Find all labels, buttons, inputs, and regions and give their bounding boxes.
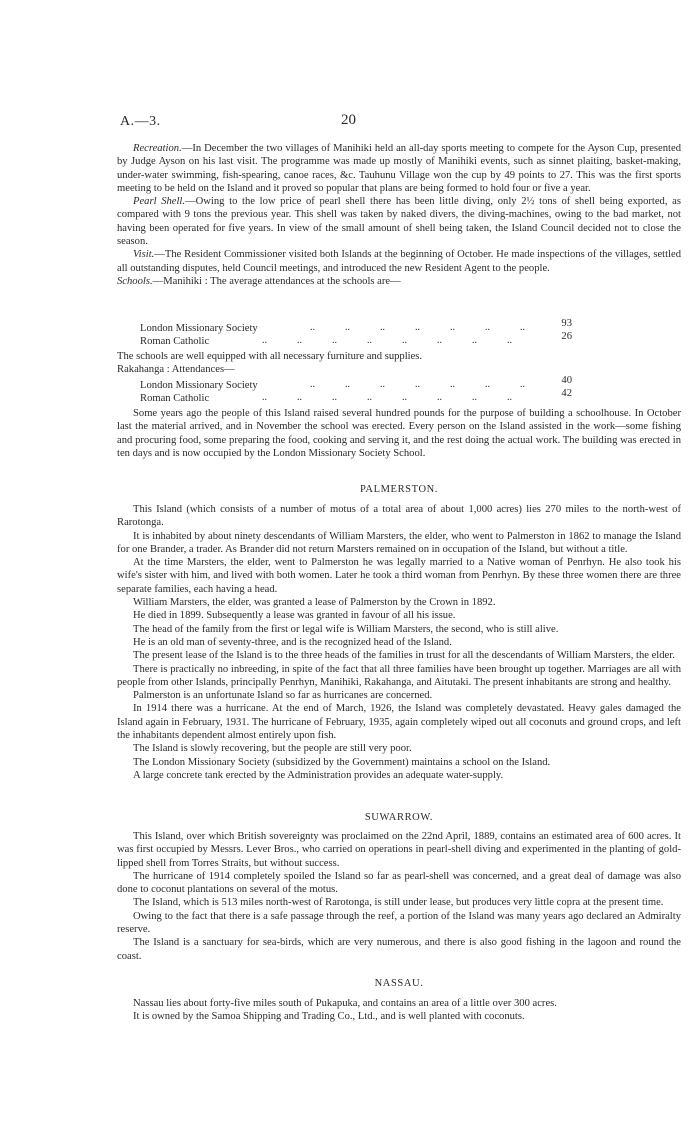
suwarrow-paragraph: This Island, over which British sovereignty was proclaimed on the 22nd April, 1889, contains an estimated area of 600 acres. It was first occupied by Messrs. Lever Bros., who carried on operations in pearl-shell diving and experimented in the planting of gold-lipped shell from Torres Straits, but without success. (117, 831, 681, 869)
schoolhouse-paragraph: Some years ago the people of this Island raised several hundred pounds for the purpose of building a schoolhouse. In October last the material arrived, and in November the school was erected. Every person on the Island assisted in the work—some fishing and procuring food, some preparing the food, cooking and serving it, and the rest doing the actual work. The building was erected in ten days and is now occupied by the London Missionary Society School. (117, 408, 681, 459)
nassau-section (117, 997, 681, 1024)
palmerston-paragraph: He is an old man of seventy-three, and is the recognized head of the Island. (133, 636, 452, 648)
schools-intro (117, 275, 681, 288)
pearl-shell-label: Pearl Shell. (133, 196, 186, 208)
suwarrow-paragraph: The Island, which is 513 miles north-west of Rarotonga, is still under lease, but produces very little copra at the present time. (133, 897, 664, 909)
visit-paragraph (117, 248, 681, 275)
dot-leader: .. .. .. .. .. .. .. (310, 322, 525, 333)
palmerston-paragraph: There is practically no inbreeding, in spite of the fact that all three families have been brought up together. Marriages are all with people from other Islands, principally Penrhyn, Manihiki, Rakahanga, and Aitutaki. The present inhabitants are strong and healthy. (117, 663, 681, 688)
palmerston-paragraph: A large concrete tank erected by the Administration provides an adequate water-supply. (133, 769, 504, 781)
attendance-row-name: Roman Catholic (140, 336, 210, 347)
visit-label: Visit. (133, 249, 155, 261)
palmerston-paragraph: In 1914 there was a hurricane. At the end of March, 1926, the Island was completely devastated. Heavy gales damaged the Island again in February, 1931. The hurricane of February, 1935, again completely wiped out all coconuts and ground crops, and left the inhabitants dependent almost entirely upon fish. (117, 703, 681, 742)
palmerston-paragraph: Palmerston is an unfortunate Island so far as hurricanes are concerned. (133, 690, 433, 702)
dot-leader: .. .. .. .. .. .. .. (310, 379, 525, 390)
suwarrow-paragraph: The hurricane of 1914 completely spoiled the Island so far as pearl-shell was concerned, and a great deal of damage was also done to coconut plantations on several of the motus. (117, 870, 681, 896)
visit-text: —The Resident Commissioner visited both Islands at the beginning of October. He made inspections of the villages, settled all outstanding disputes, held Council meetings, and introduced the new Resident Agent to the people. (117, 249, 681, 274)
attendance-value: 40 (561, 375, 572, 386)
nassau-heading: NASSAU. (374, 978, 424, 989)
palmerston-paragraph: The head of the family from the first or legal wife is William Marsters, the second, who is still alive. (133, 623, 559, 635)
palmerston-paragraph: The Island is slowly recovering, but the people are still very poor. (133, 743, 412, 755)
suwarrow-section (117, 830, 681, 963)
palmerston-paragraph: At the time Marsters, the elder, went to Palmerston he was legally married to a Native woman of Penrhyn. He also took his wife's sister with him, and lived with both women. Later he took a third woman from Penrhyn. By these three women there are three separate families, each having a head. (117, 557, 681, 595)
palmerston-paragraph: The London Missionary Society (subsidized by the Government) maintains a school on the Island. (133, 756, 551, 768)
nassau-paragraph: Nassau lies about forty-five miles south of Pukapuka, and contains an area of a little over 300 acres. (133, 998, 557, 1009)
dot-leader: .. .. .. .. .. .. .. .. (262, 335, 512, 346)
palmerston-paragraph: The present lease of the Island is to the three heads of the families in trust for all the descendants of William Marsters, the elder. (133, 650, 675, 662)
schoolhouse-section (117, 407, 681, 460)
document-reference: A.—3. (120, 114, 161, 129)
palmerston-paragraph: He died in 1899. Subsequently a lease was granted in favour of all his issue. (133, 610, 456, 622)
schools-label: Schools. (117, 275, 153, 287)
palmerston-heading: PALMERSTON. (359, 484, 439, 495)
suwarrow-paragraph: The Island is a sanctuary for sea-birds, which are very numerous, and there is also good fishing in the lagoon and round the coast. (117, 937, 681, 962)
page-number: 20 (341, 112, 356, 128)
pearl-shell-paragraph (117, 195, 681, 248)
nassau-paragraph: It is owned by the Samoa Shipping and Trading Co., Ltd., and is well planted with coconuts. (133, 1011, 525, 1023)
pearl-shell-text: —Owing to the low price of pearl shell there has been little diving, only 2½ tons of shell being exported, as compared with 9 tons the previous year. This shell was taken by naked divers, the diving-machines, owing to the bad market, not having been operated for five years. In view of the small amount of shell being taken, the Island Council decided not to close the season. (117, 196, 681, 248)
attendance-row-name: Roman Catholic (140, 393, 210, 404)
attendance-value: 93 (561, 318, 572, 329)
rakahanga-intro: Rakahanga : Attendances— (117, 364, 235, 375)
schools-intro-text: —Manihiki : The average attendances at the schools are— (152, 275, 401, 287)
attendance-row-name: London Missionary Society (140, 323, 258, 334)
palmerston-section (117, 503, 681, 782)
dot-leader: .. .. .. .. .. .. .. .. (262, 392, 512, 403)
palmerston-paragraph: It is inhabited by about ninety descendants of William Marsters, the elder, who went to Palmerston in 1862 to manage the Island for one Brander, a trader. As Brander did not return Marsters remained on in occupation of the Island, but without a title. (117, 530, 681, 555)
manihiki-section (117, 142, 681, 288)
suwarrow-paragraph: Owing to the fact that there is a safe passage through the reef, a portion of the Island was many years ago declared an Admiralty reserve. (117, 910, 681, 936)
attendance-value: 26 (561, 331, 572, 342)
suwarrow-heading: SUWARROW. (364, 812, 434, 823)
schools-equipped: The schools are well equipped with all necessary furniture and supplies. (117, 351, 423, 362)
attendance-row-name: London Missionary Society (140, 380, 258, 391)
attendance-value: 42 (561, 388, 572, 399)
palmerston-paragraph: William Marsters, the elder, was granted a lease of Palmerston by the Crown in 1892. (133, 597, 496, 609)
palmerston-paragraph: This Island (which consists of a number of motus of a total area of about 1,000 acres) lies 270 miles to the north-west of Rarotonga. (117, 504, 681, 529)
recreation-text: —In December the two villages of Manihiki held an all-day sports meeting to compete for the Ayson Cup, presented by Judge Ayson on his last visit. The programme was made up mostly of Manihiki events, such as sinnet plaiting, basket-making, under-water swimming, fish-spearing, canoe races, &c. Tauhunu Village won the cup by 49 points to 27. This was the first sports meeting to be held on the Island and it proved so popular that plans are being formed to hold four or five a year. (117, 143, 681, 194)
recreation-paragraph (117, 142, 681, 195)
recreation-label: Recreation. (133, 143, 182, 154)
